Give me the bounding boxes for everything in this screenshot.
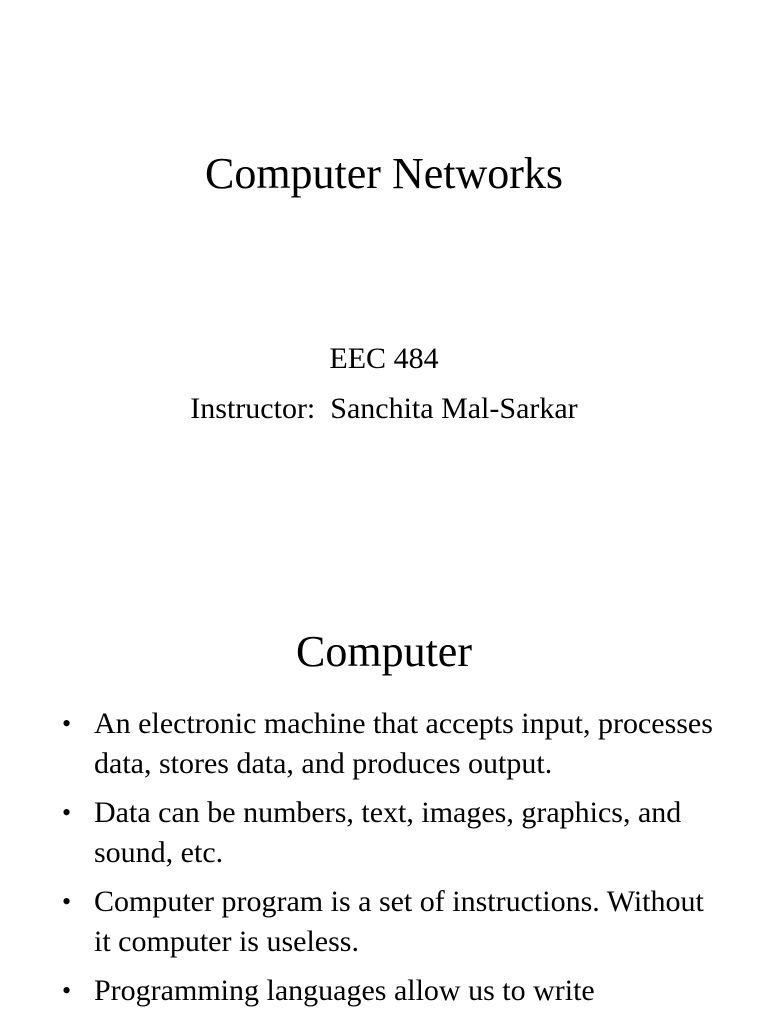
bullet-text: An electronic machine that accepts input, processes data, stores data, and produces output. [94, 707, 713, 780]
slide-title: Computer [296, 627, 472, 676]
bullet-icon: • [62, 798, 72, 827]
bullet-item [62, 971, 722, 1011]
instructor-line: Instructor: Sanchita Mal-Sarkar [190, 392, 578, 425]
bullet-icon: • [62, 887, 72, 916]
content-slide [0, 560, 768, 1024]
slide-title: Computer Networks [204, 149, 564, 198]
bullet-list [62, 704, 722, 1020]
course-code: EEC 484 [329, 342, 439, 375]
bullet-item [62, 882, 722, 962]
slide-subtitle [0, 334, 768, 434]
bullet-item [62, 793, 722, 873]
bullet-text: Programming languages allow us to write [94, 974, 595, 1007]
bullet-item [62, 704, 722, 784]
bullet-text: Computer program is a set of instructions. Without it computer is useless. [94, 885, 704, 958]
bullet-text: Data can be numbers, text, images, graphics, and sound, etc. [94, 796, 682, 869]
bullet-icon: • [62, 709, 72, 738]
bullet-icon: • [62, 976, 72, 1005]
